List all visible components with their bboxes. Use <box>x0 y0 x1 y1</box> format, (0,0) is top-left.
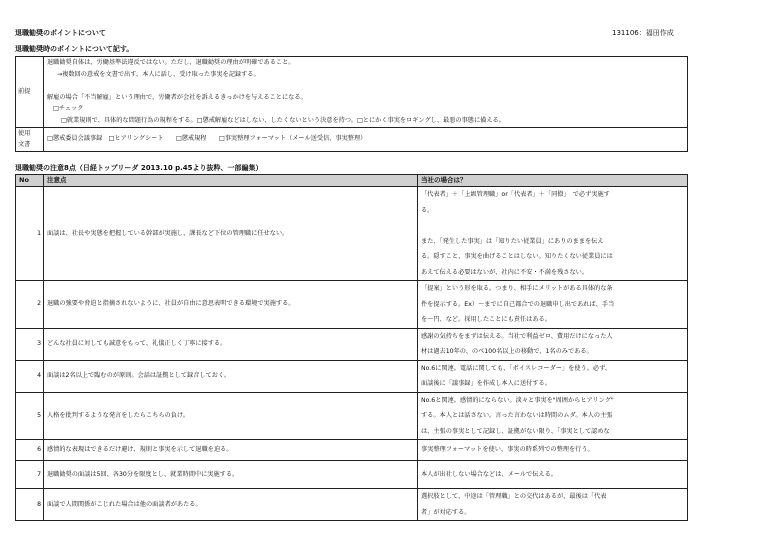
premise-section-title: 退職勧奨時のポイントについて記す。 <box>15 45 134 53</box>
document-id: 131106：福田作成 <box>612 29 674 37</box>
row-number: 8 <box>16 489 44 521</box>
row-case <box>418 360 688 392</box>
row-point: 面談は、社長や実態を把握している幹部が実施し、課長など下位の管理職に任せない。 <box>44 187 418 281</box>
case-line: 選択肢として、中途は「管理職」との交代はあるが、最後は「代表 <box>421 493 607 500</box>
row-number: 4 <box>16 360 44 392</box>
case-line: する。本人とは話さない。言った言わないは時間のムダ。本人の主張 <box>421 412 613 419</box>
case-line: No.6と関連。感情的にならない。淡々と事実を"周囲からヒアリング" <box>421 396 614 404</box>
row-case <box>418 392 688 440</box>
premise-line: 解雇の場合「不当解雇」という理由で、労働者が会社を訴えるきっかけを与えることになる。 <box>47 93 307 101</box>
row-point: 面談で人間関係がこじれた場合は他の面談者があたる。 <box>44 489 418 521</box>
premise-table <box>15 56 688 152</box>
notes-table <box>15 174 688 521</box>
premise-line: □チェック <box>53 105 84 113</box>
case-line: 材は過去10年の、のべ100名以上の移動で、1名のみである。 <box>421 348 593 355</box>
row-case <box>418 440 688 461</box>
row-case <box>418 187 688 281</box>
table-row <box>16 187 688 281</box>
row-case <box>418 281 688 329</box>
case-line: 本人が出社しない場合などは、メールで伝える。 <box>421 470 557 478</box>
table-row <box>16 440 688 461</box>
premise-line: 退職勧奨自体は、労働基準法違反ではない。ただし、退職勧奨の理由が明確であること。 <box>47 59 295 66</box>
table-row <box>16 360 688 392</box>
documents-content: □懲戒委員会議事録 □ヒアリングシート □懲戒規程 □事実整理フォーマット（メール送受信、事実整理） <box>44 127 688 151</box>
case-line: は、主張の事実として記録し、証拠がない限り、「事実として認めな <box>421 427 610 435</box>
notes-header-row <box>16 175 688 187</box>
premise-line: □就業規則で、具体的な問題行為の規程をする。□懲戒解雇などはしない、したくないという決意を持つ。□とにかく事実をロギングし、最悪の事態に備える。 <box>61 116 505 124</box>
premise-line <box>47 80 684 92</box>
case-line <box>421 218 684 234</box>
documents-label-line: 文書 <box>18 141 31 149</box>
premise-line: →複数回の意戒を文書で出す。本人に話し、受け取った事実を記録する。 <box>57 70 260 78</box>
case-line: 感謝の気持ちをまずは伝える。当社で利益ゼロ、費用だけになった人 <box>421 332 613 340</box>
row-case <box>418 461 688 489</box>
case-line: 「代表者」＋「上級管理職」or「代表者」＋「同僚」 で必ず実施す <box>421 191 610 198</box>
case-line: 者」が対応する。 <box>421 508 471 516</box>
document-title: 退職勧奨のポイントについて <box>15 29 106 37</box>
notes-section-title: 退職勧奨の注意8点（日経トップリーダ 2013.10 p.45より抜粋、一部編集） <box>15 164 263 172</box>
row-number: 6 <box>16 440 44 461</box>
documents-label <box>16 127 44 151</box>
case-line: 件を提示する。Ex）～までに自己都合での退職申し出であれば、手当 <box>421 300 615 308</box>
table-row <box>16 461 688 489</box>
row-number: 7 <box>16 461 44 489</box>
premise-label: 前提 <box>16 57 44 128</box>
row-case <box>418 328 688 360</box>
case-line: る。 <box>421 206 434 214</box>
row-number: 2 <box>16 281 44 329</box>
premise-content <box>44 57 688 128</box>
case-line: また、「発生した事実」は「知りたい従業員」にありのままを伝え <box>421 237 604 245</box>
row-point: 退職の強要や脅迫と指摘されないように、社員が自由に意思表明できる環境で実施する。 <box>44 281 418 329</box>
row-point: 人格を批判するような発言をしたらこちらの負け。 <box>44 392 418 440</box>
row-point: 退職勧奨の面談は5回、各30分を限度とし、就業時間中に実施する。 <box>44 461 418 489</box>
table-row <box>16 489 688 521</box>
row-number: 3 <box>16 328 44 360</box>
row-point: どんな社員に対しても誠意をもって、礼儀正しく丁寧に接する。 <box>44 328 418 360</box>
row-point: 面談は2名以上で臨むのが原則。会話は証拠として録音しておく。 <box>44 360 418 392</box>
table-row <box>16 281 688 329</box>
row-case <box>418 489 688 521</box>
table-row <box>16 392 688 440</box>
column-header-no: No <box>16 175 44 187</box>
case-line: 「提案」という形を取る。つまり、相手にメリットがある具体的な条 <box>421 285 613 292</box>
row-number: 1 <box>16 187 44 281</box>
case-line: 事実整理フォーマットを使い、事実の時系列での整理を行う。 <box>421 446 594 454</box>
case-line: を～円、など。採用したことにも責任はある。 <box>421 316 551 323</box>
case-line: 面談後に「議事録」を作成し本人に送付する。 <box>421 380 551 387</box>
documents-label-line: 使用 <box>18 129 31 137</box>
row-number: 5 <box>16 392 44 440</box>
case-line: る。隠すこと、事実を曲げることはしない。知りたくない従業員には <box>421 253 613 260</box>
column-header-point: 注意点 <box>44 175 418 187</box>
table-row <box>16 328 688 360</box>
column-header-case: 当社の場合は？ <box>418 175 688 187</box>
case-line: No.6に関連。電話に関しても、「ボイスレコーダー」を使う。必ず、 <box>421 364 611 372</box>
case-line: あえて伝える必要はないが、社内に不安・不満を残さない。 <box>421 268 589 276</box>
row-point: 感情的な表現はできるだけ避け、規則と事実を示して退職を迫る。 <box>44 440 418 461</box>
